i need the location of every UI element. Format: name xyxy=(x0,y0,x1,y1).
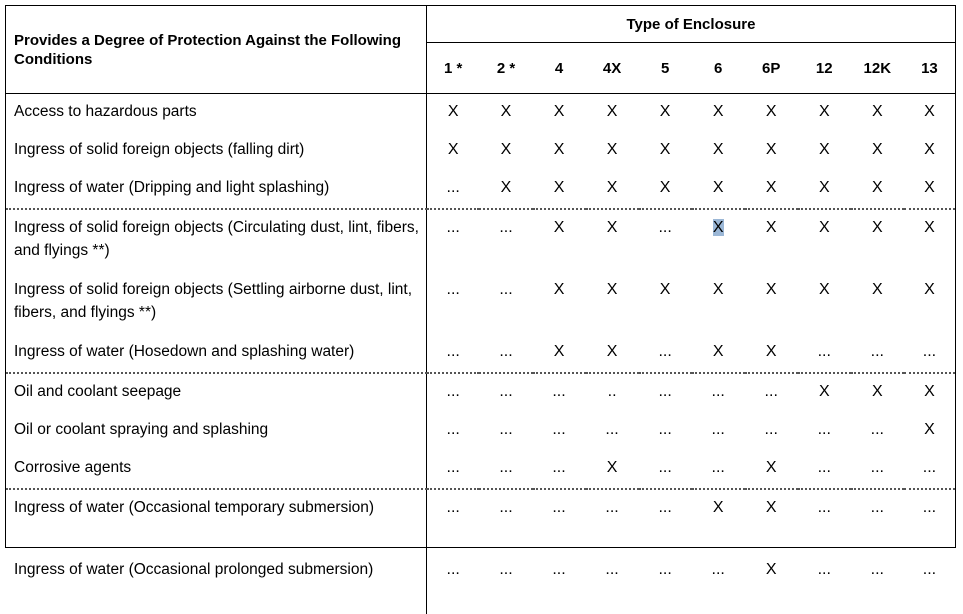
protection-cell: ... xyxy=(479,334,532,373)
protection-cell: ... xyxy=(745,412,798,450)
table-row xyxy=(6,94,955,133)
protection-cell: X xyxy=(904,132,955,170)
protection-cell: X xyxy=(798,373,851,412)
protection-cell: ... xyxy=(692,450,745,489)
table-row xyxy=(6,132,955,170)
protection-cell: X xyxy=(904,373,955,412)
protection-cell: ... xyxy=(426,209,479,272)
enclosure-type-header: 2 * xyxy=(479,43,532,94)
protection-cell: ... xyxy=(479,450,532,489)
protection-cell: X xyxy=(479,94,532,133)
enclosure-type-header: 4 xyxy=(533,43,586,94)
protection-cell: X xyxy=(692,170,745,209)
protection-cell: ... xyxy=(426,170,479,209)
protection-cell: ... xyxy=(426,552,479,614)
protection-cell: X xyxy=(798,94,851,133)
protection-cell: ... xyxy=(745,373,798,412)
protection-cell: X xyxy=(426,132,479,170)
protection-cell: ... xyxy=(586,412,639,450)
protection-cell: ... xyxy=(586,489,639,552)
protection-cell: X xyxy=(586,334,639,373)
protection-cell: X xyxy=(586,132,639,170)
protection-cell: ... xyxy=(586,552,639,614)
table-row xyxy=(6,552,955,614)
table-row xyxy=(6,272,955,334)
enclosure-type-header: 12K xyxy=(851,43,904,94)
protection-cell: X xyxy=(904,94,955,133)
condition-label: Oil and coolant seepage xyxy=(6,373,426,412)
enclosure-type-header: 5 xyxy=(639,43,692,94)
protection-cell: X xyxy=(851,170,904,209)
protection-cell: X xyxy=(639,94,692,133)
protection-cell: X xyxy=(639,170,692,209)
protection-cell: X xyxy=(586,209,639,272)
protection-cell: ... xyxy=(639,334,692,373)
condition-label: Ingress of water (Occasional prolonged submersion) xyxy=(6,552,426,614)
protection-cell: X xyxy=(692,489,745,552)
condition-label: Corrosive agents xyxy=(6,450,426,489)
protection-cell: ... xyxy=(904,489,955,552)
protection-cell: X xyxy=(745,334,798,373)
protection-cell: ... xyxy=(479,489,532,552)
table-row xyxy=(6,334,955,373)
protection-cell: ... xyxy=(904,450,955,489)
enclosure-type-header: 6P xyxy=(745,43,798,94)
protection-cell: ... xyxy=(639,412,692,450)
enclosure-type-header: 6 xyxy=(692,43,745,94)
protection-cell: X xyxy=(533,334,586,373)
protection-cell: ... xyxy=(692,552,745,614)
protection-cell: X xyxy=(798,170,851,209)
protection-cell: X xyxy=(692,94,745,133)
protection-cell: ... xyxy=(426,272,479,334)
protection-cell: ... xyxy=(692,412,745,450)
protection-cell: ... xyxy=(639,489,692,552)
protection-cell: X xyxy=(479,132,532,170)
protection-cell: ... xyxy=(851,334,904,373)
protection-cell: X xyxy=(692,272,745,334)
enclosure-table xyxy=(6,6,955,614)
protection-cell: X xyxy=(904,412,955,450)
protection-cell: X xyxy=(798,209,851,272)
condition-label: Ingress of water (Hosedown and splashing water) xyxy=(6,334,426,373)
protection-cell: X xyxy=(851,373,904,412)
enclosure-table-frame xyxy=(5,5,956,548)
protection-cell: X xyxy=(851,209,904,272)
protection-cell: ... xyxy=(533,552,586,614)
protection-cell: X xyxy=(745,272,798,334)
highlighted-mark: X xyxy=(713,219,724,236)
condition-label: Access to hazardous parts xyxy=(6,94,426,133)
protection-cell: X xyxy=(904,272,955,334)
protection-cell: X xyxy=(745,489,798,552)
protection-cell: ... xyxy=(426,450,479,489)
conditions-header: Provides a Degree of Protection Against the Following Conditions xyxy=(6,6,426,94)
protection-cell: X xyxy=(745,209,798,272)
protection-cell: ... xyxy=(426,489,479,552)
protection-cell: X xyxy=(745,170,798,209)
protection-cell: ... xyxy=(798,552,851,614)
protection-cell: X xyxy=(586,94,639,133)
protection-cell: ... xyxy=(426,412,479,450)
protection-cell: ... xyxy=(692,373,745,412)
protection-cell: ... xyxy=(798,489,851,552)
protection-cell: ... xyxy=(904,552,955,614)
protection-cell: ... xyxy=(479,412,532,450)
protection-cell: ... xyxy=(479,373,532,412)
protection-cell: X xyxy=(745,94,798,133)
protection-cell: ... xyxy=(533,450,586,489)
condition-label: Ingress of solid foreign objects (Circulating dust, lint, fibers, and flyings **) xyxy=(6,209,426,272)
protection-cell: ... xyxy=(904,334,955,373)
protection-cell: ... xyxy=(426,334,479,373)
condition-label: Ingress of water (Dripping and light splashing) xyxy=(6,170,426,209)
protection-cell: .. xyxy=(586,373,639,412)
enclosure-type-header: 4X xyxy=(586,43,639,94)
condition-label: Ingress of solid foreign objects (Settling airborne dust, lint, fibers, and flyings **) xyxy=(6,272,426,334)
protection-cell: ... xyxy=(479,552,532,614)
protection-cell: ... xyxy=(798,450,851,489)
protection-cell: X xyxy=(586,170,639,209)
protection-cell: X xyxy=(745,552,798,614)
protection-cell: X xyxy=(692,334,745,373)
protection-cell: ... xyxy=(851,412,904,450)
protection-cell: X xyxy=(904,209,955,272)
protection-cell: ... xyxy=(533,412,586,450)
protection-cell: X xyxy=(533,132,586,170)
enclosure-type-header: 13 xyxy=(904,43,955,94)
protection-cell: X xyxy=(745,450,798,489)
table-row xyxy=(6,170,955,209)
protection-cell: X xyxy=(533,94,586,133)
protection-cell: ... xyxy=(798,334,851,373)
protection-cell: ... xyxy=(426,373,479,412)
protection-cell: X xyxy=(586,272,639,334)
protection-cell: X xyxy=(586,450,639,489)
protection-cell: X xyxy=(639,272,692,334)
condition-label: Ingress of water (Occasional temporary submersion) xyxy=(6,489,426,552)
condition-label: Ingress of solid foreign objects (falling dirt) xyxy=(6,132,426,170)
protection-cell: X xyxy=(426,94,479,133)
protection-cell: ... xyxy=(639,209,692,272)
protection-cell: X xyxy=(851,272,904,334)
protection-cell: X xyxy=(479,170,532,209)
table-row xyxy=(6,489,955,552)
table-row xyxy=(6,209,955,272)
type-of-enclosure-header: Type of Enclosure xyxy=(426,6,955,43)
protection-cell xyxy=(692,209,745,272)
protection-cell: ... xyxy=(851,552,904,614)
table-body xyxy=(6,94,955,614)
protection-cell: ... xyxy=(533,373,586,412)
protection-cell: ... xyxy=(639,373,692,412)
protection-cell: X xyxy=(904,170,955,209)
protection-cell: ... xyxy=(479,272,532,334)
enclosure-type-header: 1 * xyxy=(426,43,479,94)
protection-cell: X xyxy=(851,132,904,170)
protection-cell: X xyxy=(533,170,586,209)
protection-cell: ... xyxy=(639,450,692,489)
protection-cell: ... xyxy=(851,450,904,489)
table-row xyxy=(6,373,955,412)
protection-cell: X xyxy=(798,132,851,170)
protection-cell: ... xyxy=(479,209,532,272)
protection-cell: ... xyxy=(639,552,692,614)
protection-cell: X xyxy=(851,94,904,133)
protection-cell: X xyxy=(745,132,798,170)
protection-cell: X xyxy=(639,132,692,170)
condition-label: Oil or coolant spraying and splashing xyxy=(6,412,426,450)
protection-cell: X xyxy=(798,272,851,334)
protection-cell: X xyxy=(692,132,745,170)
protection-cell: ... xyxy=(851,489,904,552)
protection-cell: X xyxy=(533,272,586,334)
table-row xyxy=(6,412,955,450)
enclosure-type-header: 12 xyxy=(798,43,851,94)
protection-cell: ... xyxy=(798,412,851,450)
table-row xyxy=(6,450,955,489)
protection-cell: X xyxy=(533,209,586,272)
protection-cell: ... xyxy=(533,489,586,552)
